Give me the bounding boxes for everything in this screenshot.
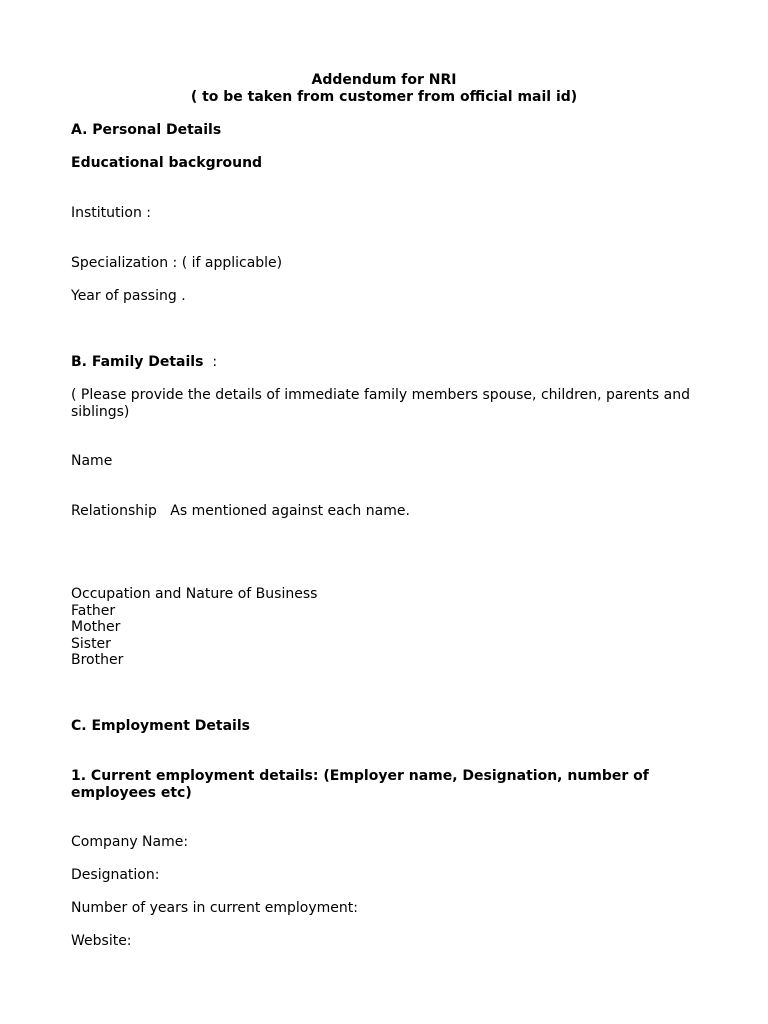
document-title: Addendum for NRI <box>311 72 457 88</box>
current-employment-heading: 1. Current employment details: (Employer name, Designation, number of employees etc) <box>71 768 649 801</box>
family-member-mother: Mother <box>71 619 121 636</box>
institution-label: Institution : <box>71 205 152 221</box>
family-member-sister: Sister <box>71 635 111 652</box>
section-b-heading-suffix: : <box>203 354 218 370</box>
occupation-block <box>71 586 317 669</box>
company-name-label: Company Name: <box>71 834 189 850</box>
section-c-heading: C. Employment Details <box>71 718 250 734</box>
occupation-heading: Occupation and Nature of Business <box>71 586 318 602</box>
family-member-father: Father <box>71 602 116 619</box>
section-b-heading: B. Family Details <box>71 354 204 370</box>
specialization-label: Specialization : ( if applicable) <box>71 255 283 271</box>
educational-background-heading: Educational background <box>71 155 263 171</box>
website-label: Website: <box>71 933 132 949</box>
years-in-employment-label: Number of years in current employment: <box>71 900 358 916</box>
family-member-brother: Brother <box>71 652 124 669</box>
designation-label: Designation: <box>71 867 160 883</box>
name-label: Name <box>71 453 113 469</box>
section-b-heading-line <box>71 354 217 371</box>
year-of-passing-label: Year of passing . <box>71 288 186 304</box>
document-subtitle: ( to be taken from customer from official mail id) <box>190 89 578 105</box>
section-a-heading: A. Personal Details <box>71 122 222 138</box>
family-details-note: ( Please provide the details of immediate family members spouse, children, parents and siblings) <box>71 387 690 420</box>
relationship-label: Relationship As mentioned against each name. <box>71 503 410 519</box>
